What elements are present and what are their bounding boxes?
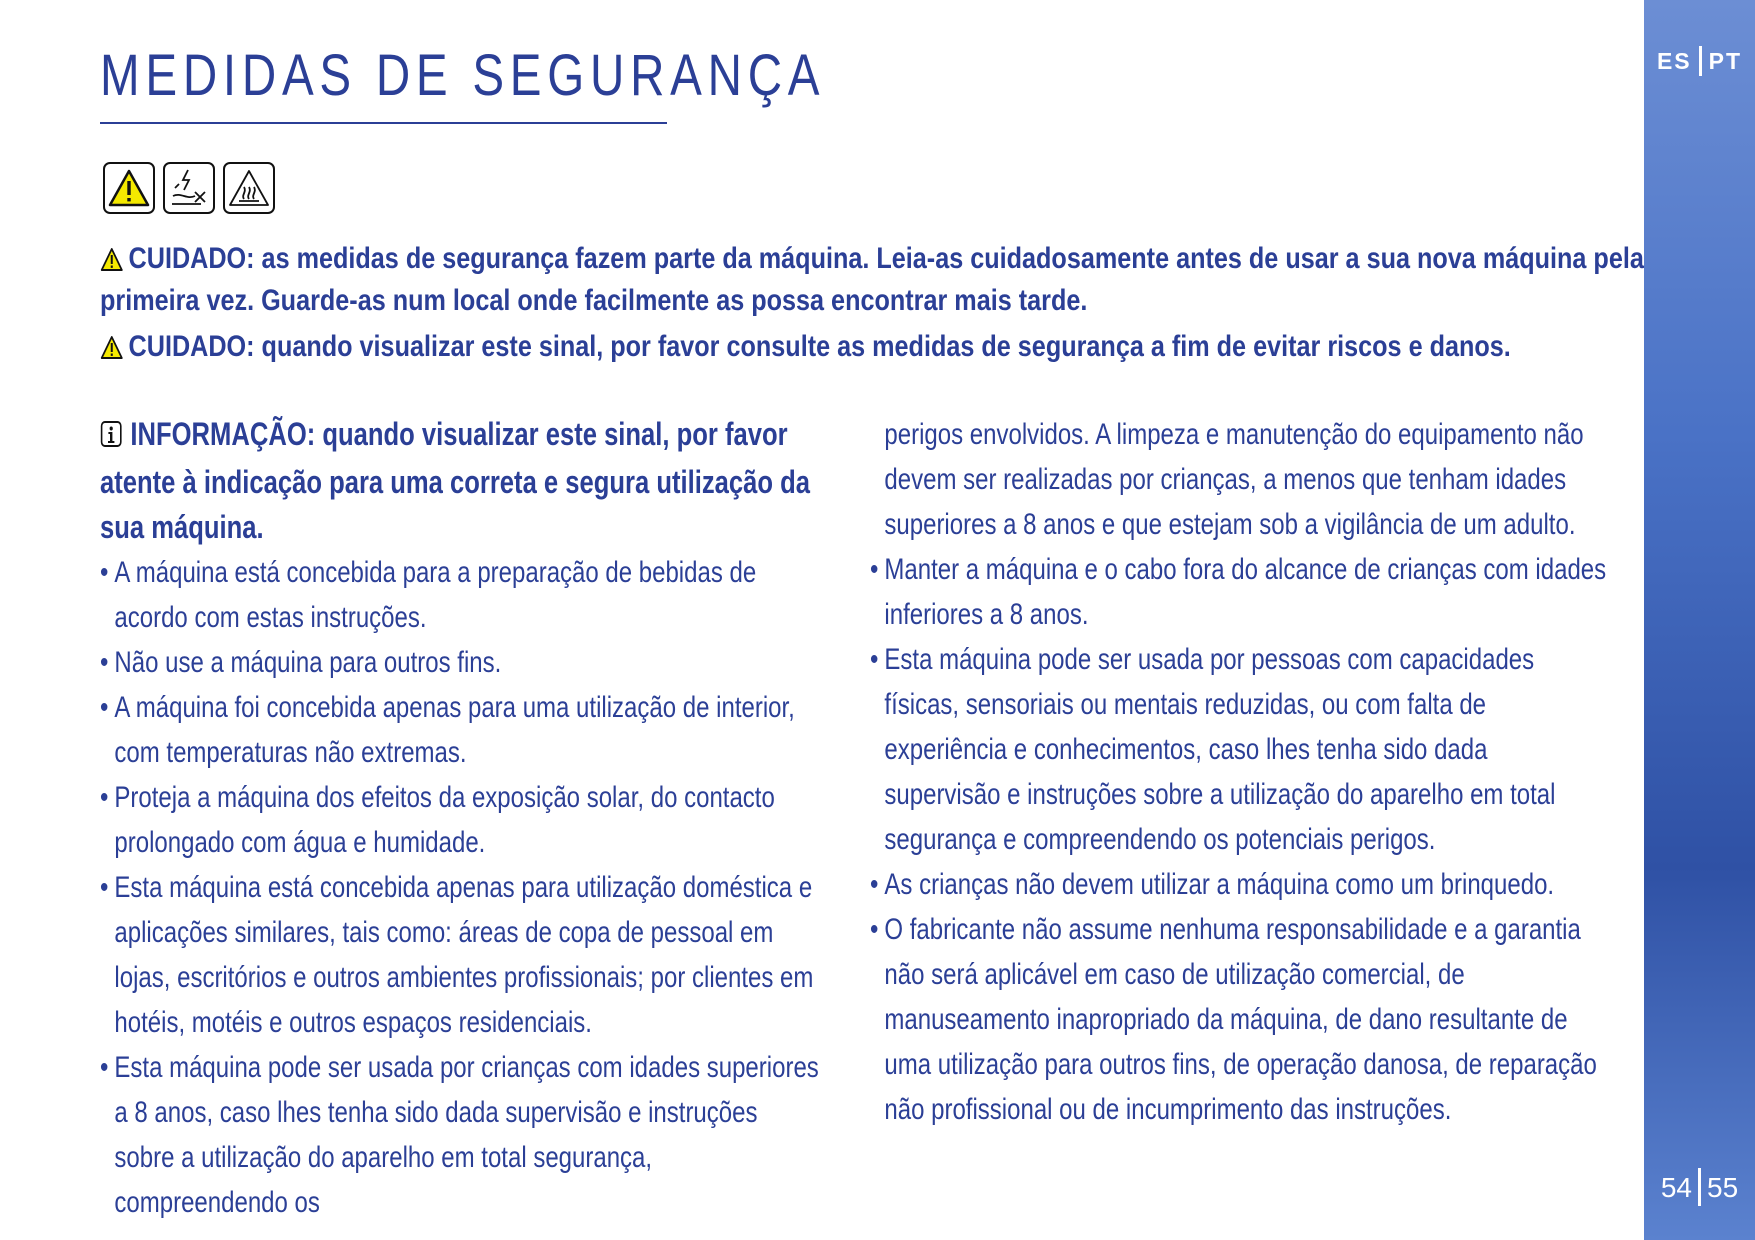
information-notice — [100, 412, 820, 550]
list-item: • Esta máquina está concebida apenas para utilização doméstica e aplicações similares, tais como: áreas de copa de pessoal em lojas, escritórios e outros ambientes profissionais; por clientes em hotéis, motéis e outros espaços residenciais. — [100, 865, 820, 1045]
information-text: INFORMAÇÃO: quando visualizar este sinal, por favor atente à indicação para uma correta e segura utilização da sua máquina. — [100, 416, 810, 545]
list-item: • O fabricante não assume nenhuma responsabilidade e a garantia não será aplicável em caso de utilização comercial, de manuseamento inapropriado da máquina, de dano resultante de uma utilização para outros fins, de operação danosa, de reparação não profissional ou de incumprimento das instruções. — [870, 907, 1610, 1132]
page-number-left: 54 — [1660, 1172, 1692, 1203]
page-number-right: 55 — [1707, 1172, 1739, 1203]
warning-triangle-icon — [100, 332, 124, 370]
language-pt[interactable]: PT — [1708, 48, 1743, 74]
list-item: • A máquina foi concebida apenas para uma utilização de interior, com temperaturas não extremas. — [100, 685, 820, 775]
safety-list-right — [870, 547, 1610, 1132]
language-sidebar — [1644, 0, 1755, 1240]
list-item: • As crianças não devem utilizar a máquina como um brinquedo. — [870, 862, 1610, 907]
caution-text: CUIDADO: as medidas de segurança fazem parte da máquina. Leia-as cuidadosamente antes de usar a sua nova máquina pela primeira vez. Guarde-as num local onde facilmente as possa encontrar mais tarde. — [100, 242, 1644, 317]
warning-triangle-icon — [103, 162, 155, 214]
page-separator — [1698, 1168, 1701, 1206]
right-column — [870, 412, 1610, 1132]
list-item: • Não use a máquina para outros fins. — [100, 640, 820, 685]
safety-symbols — [103, 162, 275, 214]
list-item: • Proteja a máquina dos efeitos da exposição solar, do contacto prolongado com água e humidade. — [100, 775, 820, 865]
caution-notice-read-instructions — [100, 240, 1679, 320]
page-title: MEDIDAS DE SEGURANÇA — [100, 43, 826, 108]
list-item: • Manter a máquina e o cabo fora do alcance de crianças com idades inferiores a 8 anos. — [870, 547, 1610, 637]
language-indicator — [1644, 46, 1755, 76]
safety-list-left — [100, 550, 820, 1225]
caution-notice-symbol — [100, 328, 1679, 370]
language-es[interactable]: ES — [1656, 48, 1692, 74]
info-icon — [100, 415, 122, 460]
list-item-continuation: perigos envolvidos. A limpeza e manutenção do equipamento não devem ser realizadas por crianças, a menos que tenham idades superiores a 8 anos e que estejam sob a vigilância de um adulto. — [884, 418, 1584, 541]
electric-shock-icon — [163, 162, 215, 214]
page-numbers — [1644, 1168, 1755, 1206]
language-separator — [1699, 46, 1702, 76]
list-item: • Esta máquina pode ser usada por crianças com idades superiores a 8 anos, caso lhes tenha sido dada supervisão e instruções sobre a utilização do aparelho em total segurança, compreendendo os — [100, 1045, 820, 1225]
warning-triangle-icon — [100, 244, 124, 282]
caution-text: CUIDADO: quando visualizar este sinal, por favor consulte as medidas de segurança a fim de evitar riscos e danos. — [128, 330, 1511, 363]
title-underline — [100, 122, 667, 124]
hot-surface-icon — [223, 162, 275, 214]
left-column — [100, 412, 820, 1225]
list-item: • A máquina está concebida para a preparação de bebidas de acordo com estas instruções. — [100, 550, 820, 640]
list-item: • Esta máquina pode ser usada por pessoas com capacidades físicas, sensoriais ou mentais reduzidas, ou com falta de experiência e conhecimentos, caso lhes tenha sido dada supervisão e instruções sobre a utilização do aparelho em total segurança e compreendendo os potenciais perigos. — [870, 637, 1610, 862]
